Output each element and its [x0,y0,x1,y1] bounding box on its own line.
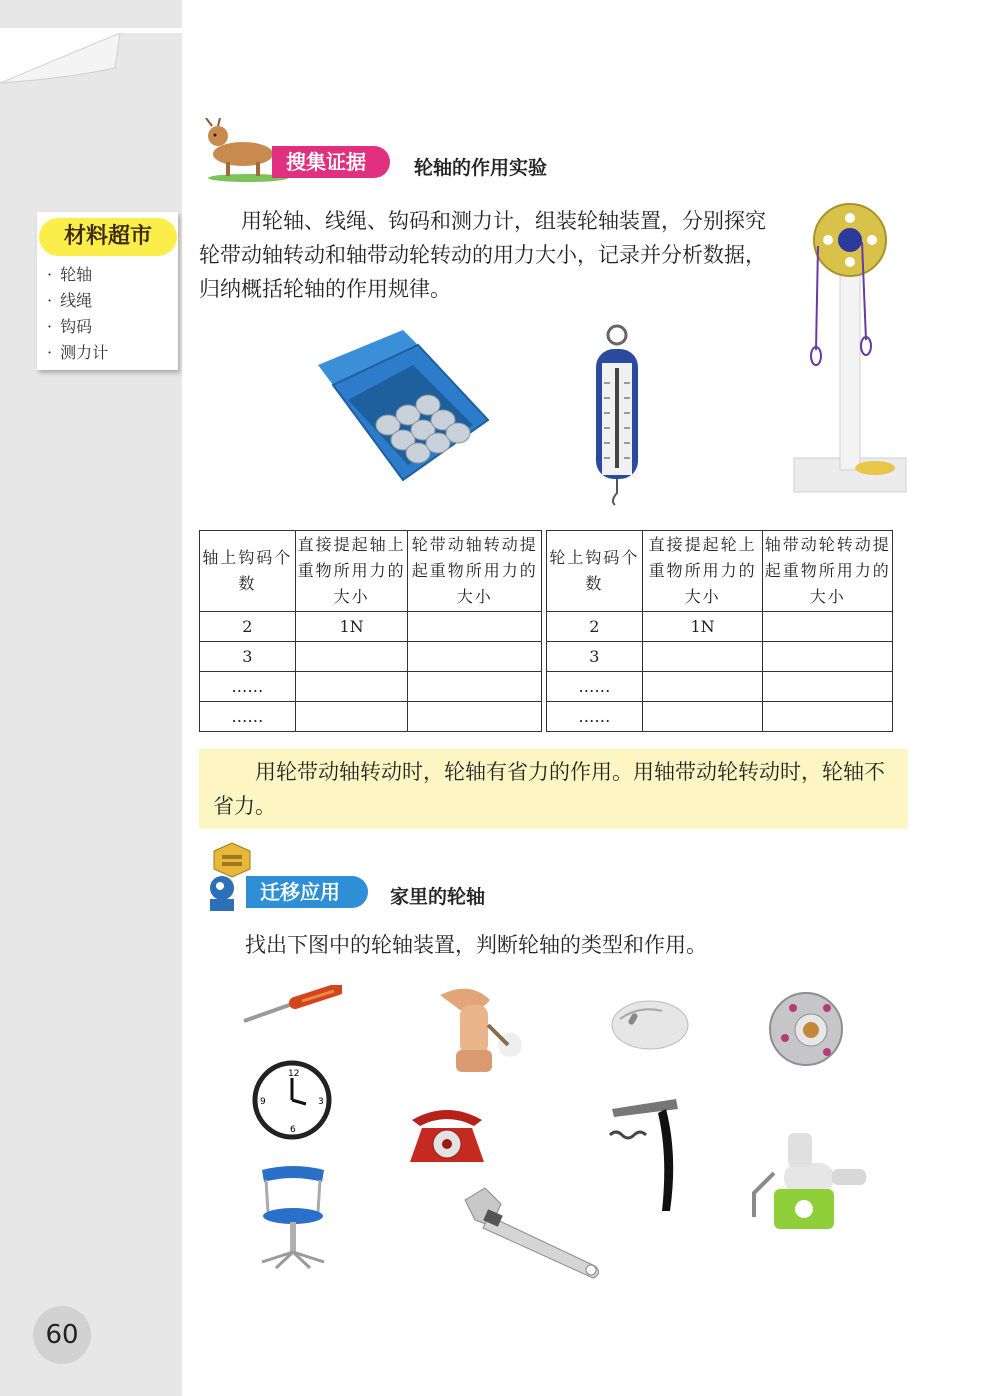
table-cell: …… [200,672,296,702]
spring-scale-illustration [588,323,646,508]
table-header-cell: 轮带动轴转动提起重物所用力的大小 [408,531,542,612]
table-header-cell: 直接提起轮上重物所用力的大小 [642,531,763,612]
table-cell [642,642,763,672]
table-header-cell: 轮上钩码个数 [547,531,643,612]
table-row [200,702,542,732]
table-cell: 2 [200,612,296,642]
table-cell [408,612,542,642]
hand-fan-illustration [430,975,540,1075]
sidebar-strip [0,0,182,1396]
apply-tag: 迁移应用 [246,876,368,908]
table-header-cell: 轴带动轮转动提起重物所用力的大小 [763,531,893,612]
page-number: 60 [33,1306,91,1364]
svg-text:9: 9 [260,1097,266,1107]
table-cell: 3 [200,642,296,672]
right-data-table [546,530,893,732]
table-cell [763,672,893,702]
corkscrew-illustration [606,1095,686,1215]
table-header-cell: 轴上钩码个数 [200,531,296,612]
material-list [47,262,108,366]
conclusion-highlight-box [199,749,908,829]
swivel-chair-illustration [256,1162,330,1270]
material-supermarket-box [37,212,178,370]
page-curl-decoration [0,28,182,98]
table-header-cell: 直接提起轴上重物所用力的大小 [295,531,408,612]
table-cell: 1N [642,612,763,642]
table-cell: 2 [547,612,643,642]
table-row [547,642,893,672]
table-cell [295,672,408,702]
table-row [547,612,893,642]
svg-text:12: 12 [288,1069,300,1079]
table-cell [408,702,542,732]
manual-juicer-illustration [744,1133,868,1229]
table-cell: 1N [295,612,408,642]
table-cell: …… [200,702,296,732]
svg-text:3: 3 [318,1097,324,1107]
table-cell [642,702,763,732]
evidence-paragraph: 用轮轴、线绳、钩码和测力计，组装轮轴装置，分别探究轮带动轴转动和轴带动轮转动的用力大小，记录并分析数据，归纳概括轮轴的作用规律。 [199,209,766,301]
computer-mouse-illustration [600,995,690,1057]
table-cell: …… [547,672,643,702]
screwdriver-illustration [240,985,342,1025]
material-item: · 线绳 [47,288,108,314]
conclusion-text: 用轮带动轴转动时，轮轴有省力的作用。用轴带动轮转动时，轮轴不省力。 [213,760,885,818]
wheel-axle-apparatus-illustration [790,200,915,500]
table-row [547,672,893,702]
material-item: · 钩码 [47,314,108,340]
material-title: 材料超市 [39,218,177,256]
wall-clock-illustration [252,1060,332,1140]
material-item: · 测力计 [47,340,108,366]
hook-weights-case-illustration [308,325,493,505]
evidence-section-title: 轮轴的作用实验 [414,157,548,179]
table-row [200,672,542,702]
apply-paragraph: 找出下图中的轮轴装置，判断轮轴的类型和作用。 [245,933,707,957]
table-row [547,702,893,732]
table-cell [642,672,763,702]
evidence-tag: 搜集证据 [272,146,390,178]
adjustable-wrench-illustration [455,1186,605,1282]
table-cell [408,642,542,672]
table-header-row [547,531,893,612]
rotary-telephone-illustration [402,1100,492,1165]
table-cell [408,672,542,702]
table-cell [763,702,893,732]
table-cell: …… [547,702,643,732]
table-cell [763,612,893,642]
table-cell: 3 [547,642,643,672]
svg-text:6: 6 [290,1125,296,1135]
door-lock-knob-illustration [765,988,847,1070]
table-header-row [200,531,542,612]
table-cell [295,642,408,672]
table-row [200,642,542,672]
apply-section-title: 家里的轮轴 [390,886,486,908]
material-item: · 轮轴 [47,262,108,288]
table-cell [763,642,893,672]
table-row [200,612,542,642]
left-data-table [199,530,542,732]
table-cell [295,702,408,732]
